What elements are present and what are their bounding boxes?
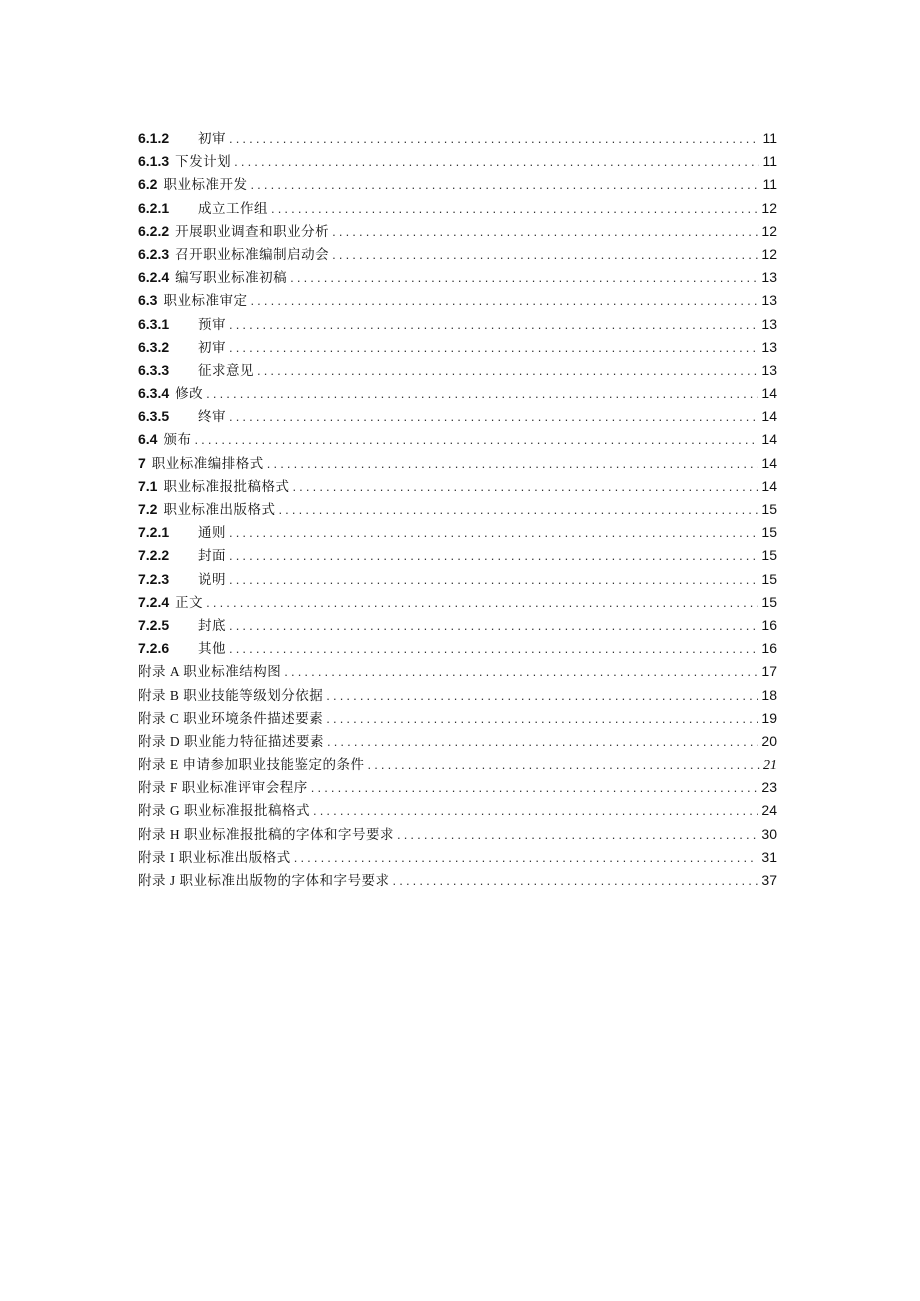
dot-leader — [234, 154, 759, 169]
toc-entry-page-number: 14 — [761, 385, 777, 402]
toc-entry-title: 附录 J 职业标准出版物的字体和字号要求 — [138, 873, 390, 888]
dot-leader — [368, 757, 761, 772]
toc-entry-title: 编写职业标准初稿 — [175, 270, 288, 287]
toc-entry-title: 开展职业调查和职业分析 — [175, 223, 330, 240]
toc-entry-number: 6.3.2 — [138, 338, 170, 355]
toc-entry-number: 7.1 — [138, 477, 158, 494]
toc-entry-page-number: 31 — [761, 848, 777, 865]
toc-entry-title: 正文 — [175, 594, 204, 611]
dot-leader — [206, 386, 758, 401]
dot-leader — [257, 363, 758, 378]
toc-entry-number: 6.2.3 — [138, 245, 170, 262]
toc-entry-page-number: 14 — [761, 431, 777, 448]
toc-entry-number: 7.2 — [138, 501, 158, 517]
dot-leader — [284, 664, 758, 679]
toc-entry-title: 初审 — [198, 131, 226, 147]
toc-entry-page-number: 11 — [762, 153, 777, 170]
toc-entry-title: 颁布 — [163, 432, 192, 449]
toc-entry-page-number: 14 — [761, 477, 777, 494]
toc-entry-title: 终审 — [198, 409, 226, 426]
dot-leader — [292, 479, 758, 494]
toc-entry[interactable] — [138, 799, 777, 822]
toc-entry-title: 职业标准出版格式 — [163, 502, 276, 518]
toc-entry-page-number: 13 — [761, 292, 777, 309]
toc-entry-page-number: 18 — [761, 686, 777, 703]
dot-leader — [313, 803, 758, 818]
toc-entry-title: 职业标准审定 — [163, 293, 248, 310]
dot-leader — [229, 525, 758, 540]
toc-entry-page-number: 16 — [761, 640, 777, 657]
toc-entry-page-number: 14 — [761, 454, 777, 471]
dot-leader — [229, 340, 758, 355]
toc-entry-page-number: 19 — [761, 709, 777, 726]
toc-entry[interactable] — [138, 359, 777, 382]
dot-leader — [294, 850, 759, 865]
toc-entry-number: 7 — [138, 454, 146, 471]
toc-entry[interactable] — [138, 846, 777, 869]
toc-entry-page-number: 15 — [761, 593, 777, 610]
dot-leader — [250, 177, 759, 192]
toc-entry-title: 附录 I 职业标准出版格式 — [138, 849, 291, 865]
toc-entry-page-number: 12 — [761, 199, 777, 216]
toc-entry-title: 征求意见 — [198, 362, 254, 379]
dot-leader — [250, 293, 758, 308]
toc-entry-number: 6.4 — [138, 431, 158, 448]
toc-entry-page-number: 23 — [761, 779, 777, 796]
toc-entry[interactable] — [138, 289, 777, 312]
table-of-contents — [138, 127, 777, 892]
toc-entry-title: 初审 — [198, 339, 226, 356]
toc-entry-page-number: 15 — [761, 501, 777, 517]
dot-leader — [229, 618, 758, 633]
toc-entry-number: 6.2.4 — [138, 269, 170, 286]
dot-leader — [332, 247, 758, 262]
toc-entry[interactable] — [138, 521, 777, 544]
toc-entry-number: 7.2.5 — [138, 616, 170, 633]
toc-entry-title: 封底 — [198, 617, 226, 634]
toc-entry-number: 7.2.1 — [138, 524, 170, 541]
toc-entry[interactable] — [138, 776, 777, 799]
toc-entry[interactable] — [138, 637, 777, 660]
toc-entry[interactable] — [138, 660, 777, 683]
dot-leader — [393, 873, 759, 888]
toc-entry-title: 职业标准编排格式 — [151, 455, 264, 472]
toc-entry[interactable] — [138, 266, 777, 289]
dot-leader — [267, 456, 759, 471]
toc-entry-title: 其他 — [198, 641, 226, 658]
toc-entry-title: 附录 H 职业标准报批稿的字体和字号要求 — [138, 826, 394, 842]
toc-entry-title: 职业标准报批稿格式 — [163, 478, 290, 495]
toc-entry[interactable] — [138, 150, 777, 173]
dot-leader — [229, 572, 758, 587]
toc-entry[interactable] — [138, 336, 777, 359]
toc-entry-title: 说明 — [198, 571, 226, 588]
dot-leader — [229, 409, 758, 424]
dot-leader — [229, 641, 758, 656]
dot-leader — [229, 548, 758, 563]
dot-leader — [271, 201, 758, 216]
dot-leader — [332, 224, 758, 239]
dot-leader — [229, 131, 759, 146]
toc-entry-number: 6.3.4 — [138, 385, 170, 402]
dot-leader — [290, 270, 758, 285]
toc-entry-page-number: 11 — [762, 176, 777, 193]
dot-leader — [229, 317, 758, 332]
toc-entry-page-number: 21 — [763, 758, 777, 774]
toc-entry-page-number: 12 — [761, 222, 777, 239]
toc-entry-number: 6.3 — [138, 292, 158, 309]
toc-entry-title: 预审 — [198, 316, 226, 333]
toc-entry-number: 6.2.2 — [138, 222, 170, 239]
toc-entry-page-number: 15 — [761, 570, 777, 587]
toc-entry[interactable] — [138, 197, 777, 220]
toc-entry-title: 附录 F 职业标准评审会程序 — [138, 780, 308, 796]
toc-entry-number: 6.1.2 — [138, 130, 170, 146]
toc-entry-title: 附录 E 申请参加职业技能鉴定的条件 — [138, 757, 365, 773]
toc-entry-page-number: 13 — [761, 315, 777, 332]
toc-entry-page-number: 24 — [761, 802, 777, 819]
toc-entry[interactable] — [138, 405, 777, 428]
toc-entry-title: 通则 — [198, 525, 226, 542]
toc-entry-page-number: 11 — [762, 130, 777, 146]
toc-entry[interactable] — [138, 684, 777, 707]
toc-entry-title: 封面 — [198, 548, 226, 565]
toc-entry[interactable] — [138, 220, 777, 243]
toc-entry[interactable] — [138, 544, 777, 567]
toc-entry[interactable] — [138, 869, 777, 892]
dot-leader — [278, 502, 758, 517]
toc-entry[interactable] — [138, 127, 777, 150]
toc-entry-number: 7.2.6 — [138, 640, 170, 657]
toc-entry-page-number: 15 — [761, 547, 777, 564]
toc-entry[interactable] — [138, 313, 777, 336]
toc-entry[interactable] — [138, 753, 777, 776]
toc-entry-number: 7.2.2 — [138, 547, 170, 564]
toc-entry-number: 6.3.1 — [138, 315, 170, 332]
dot-leader — [326, 688, 758, 703]
toc-entry[interactable] — [138, 173, 777, 196]
toc-entry[interactable] — [138, 707, 777, 730]
toc-entry-title: 附录 C 职业环境条件描述要素 — [138, 710, 324, 726]
toc-entry-page-number: 30 — [761, 825, 777, 842]
toc-entry[interactable] — [138, 614, 777, 637]
toc-entry-page-number: 20 — [761, 732, 777, 749]
toc-entry-title: 附录 B 职业技能等级划分依据 — [138, 687, 324, 703]
toc-entry-title: 职业标准开发 — [163, 177, 248, 194]
toc-entry-title: 下发计划 — [175, 154, 232, 171]
toc-entry-number: 6.2.1 — [138, 199, 170, 216]
toc-entry[interactable] — [138, 730, 777, 753]
toc-entry-number: 6.2 — [138, 176, 158, 193]
toc-entry-title: 召开职业标准编制启动会 — [175, 246, 330, 263]
toc-entry[interactable] — [138, 452, 777, 475]
toc-entry-title: 修改 — [175, 386, 204, 403]
toc-entry-page-number: 16 — [761, 616, 777, 633]
toc-entry-title: 附录 A 职业标准结构图 — [138, 664, 282, 680]
dot-leader — [311, 780, 759, 795]
toc-entry-page-number: 13 — [761, 361, 777, 378]
toc-entry-page-number: 14 — [761, 408, 777, 425]
toc-entry-page-number: 17 — [761, 663, 777, 680]
toc-entry-number: 6.3.3 — [138, 361, 170, 378]
toc-entry[interactable] — [138, 591, 777, 614]
toc-entry[interactable] — [138, 498, 777, 521]
dot-leader — [327, 734, 758, 749]
dot-leader — [206, 595, 758, 610]
toc-entry-title: 附录 D 职业能力特征描述要素 — [138, 733, 324, 749]
toc-entry-page-number: 13 — [761, 338, 777, 355]
toc-entry[interactable] — [138, 382, 777, 405]
toc-entry-title: 成立工作组 — [198, 200, 268, 217]
dot-leader — [397, 827, 758, 842]
toc-entry-page-number: 12 — [761, 245, 777, 262]
toc-entry-page-number: 15 — [761, 524, 777, 541]
toc-entry-number: 6.3.5 — [138, 408, 170, 425]
toc-entry-page-number: 37 — [761, 872, 777, 888]
toc-entry-number: 6.1.3 — [138, 153, 170, 170]
toc-entry-number: 7.2.4 — [138, 593, 170, 610]
toc-entry[interactable] — [138, 475, 777, 498]
toc-entry[interactable] — [138, 823, 777, 846]
dot-leader — [326, 711, 758, 726]
toc-entry-number: 7.2.3 — [138, 570, 170, 587]
toc-entry[interactable] — [138, 428, 777, 451]
toc-entry-title: 附录 G 职业标准报批稿格式 — [138, 803, 310, 819]
dot-leader — [194, 432, 758, 447]
toc-entry[interactable] — [138, 243, 777, 266]
toc-entry-page-number: 13 — [761, 269, 777, 286]
toc-entry[interactable] — [138, 568, 777, 591]
